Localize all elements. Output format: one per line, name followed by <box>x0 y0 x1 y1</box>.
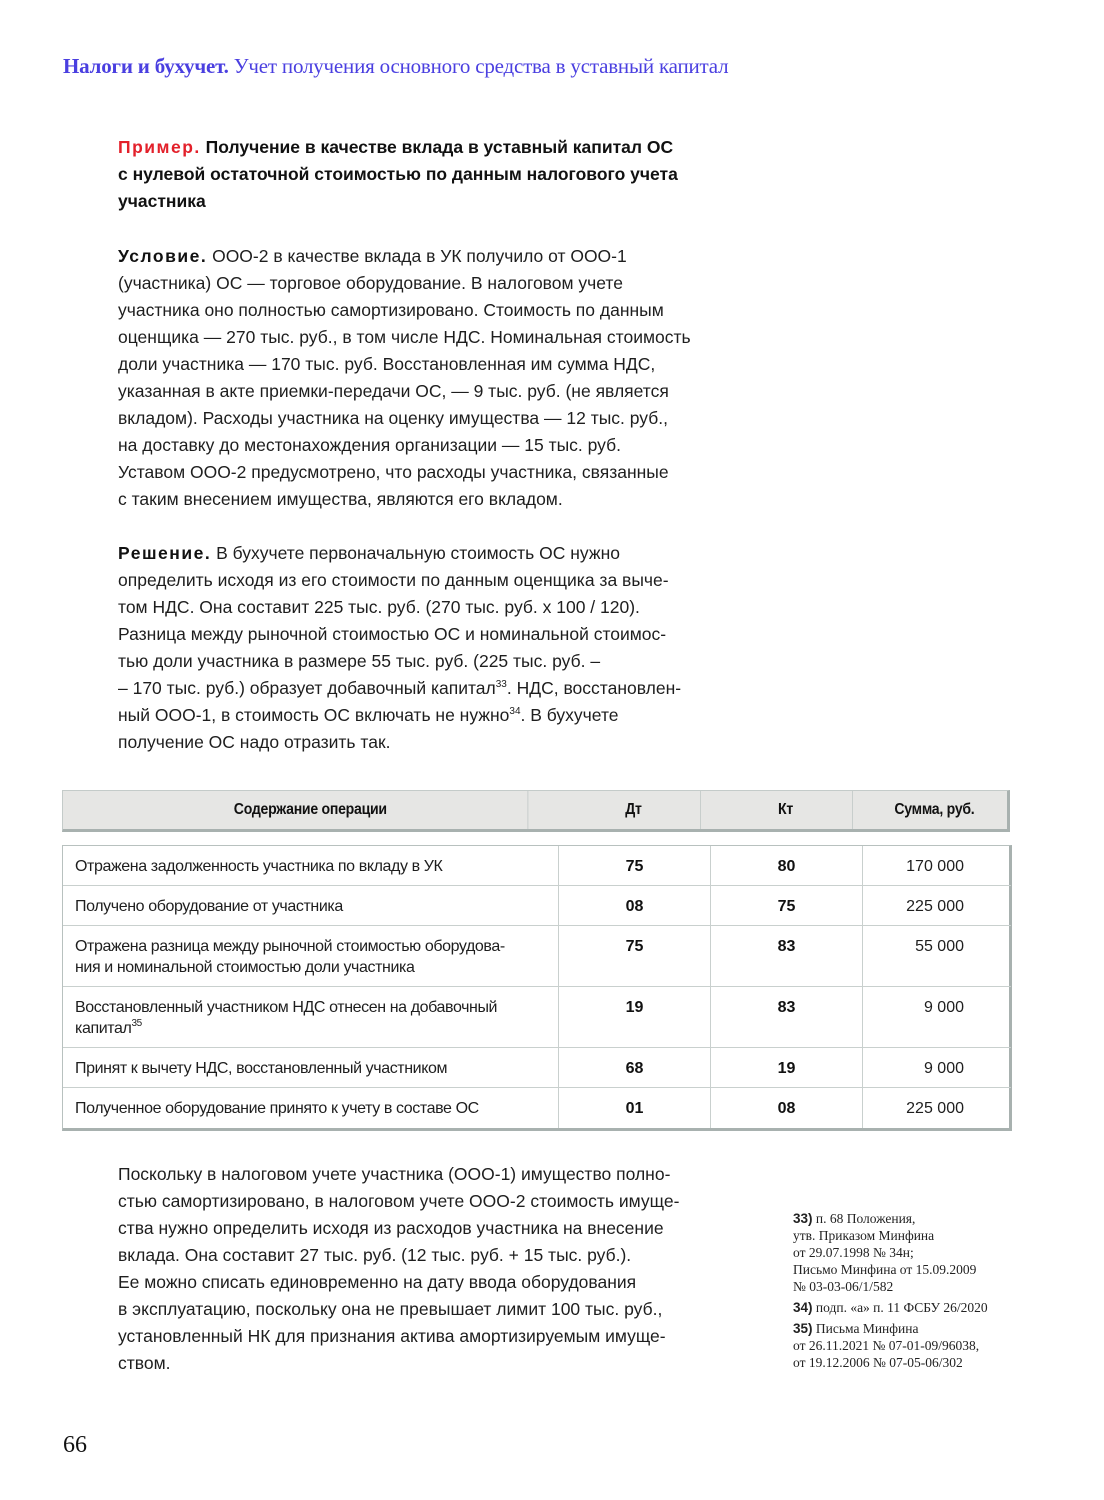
cell-credit: 83 <box>711 926 863 986</box>
cell-debit: 01 <box>559 1088 711 1128</box>
text-line: ством. <box>118 1353 171 1373</box>
cell-debit: 75 <box>559 846 711 885</box>
text-line: ства нужно определить исходя из расходов участника на внесение <box>118 1218 664 1238</box>
text-fragment: . НДС, восстановлен- <box>506 678 682 698</box>
footnote-ref-34[interactable]: 34 <box>509 706 521 717</box>
text-line: Ее можно списать единовременно на дату ввода оборудования <box>118 1272 637 1292</box>
cell-sum: 170 000 <box>906 858 964 875</box>
solution-label: Решение. <box>118 543 212 563</box>
table-row <box>63 886 1011 926</box>
header-debit <box>568 791 702 829</box>
page-number: 66 <box>63 1432 87 1458</box>
text-fragment: – 170 тыс. руб.) образует добавочный капитал <box>118 678 496 698</box>
cell-sum: 225 000 <box>906 1100 964 1117</box>
footnote-text: утв. Приказом Минфина <box>793 1228 935 1243</box>
cell-operation <box>63 886 559 925</box>
header-label: Содержание операции <box>233 801 387 818</box>
cell-debit: 19 <box>559 987 711 1047</box>
cell-credit: 83 <box>711 987 863 1047</box>
text-line: вклада. Она составит 27 тыс. руб. (12 тыс. руб. + 15 тыс. руб.). <box>118 1245 632 1265</box>
cell-sum: 9 000 <box>923 999 964 1016</box>
footnote-text: от 19.12.2006 № 07-05-06/302 <box>793 1355 963 1370</box>
text-line: участника оно полностью самортизировано. Стоимость по данным <box>118 300 664 320</box>
text-line: получение ОС надо отразить так. <box>118 732 391 752</box>
header-sum <box>871 791 998 829</box>
footnote-text: п. 68 Положения, <box>812 1211 916 1226</box>
cell-text: ния и номинальной стоимостью доли участника <box>75 959 415 976</box>
cell-sum: 55 000 <box>915 938 964 955</box>
text-line: указанная в акте приемки-передачи ОС, — 9 тыс. руб. (не является <box>118 381 669 401</box>
footnote-number: 35) <box>793 1321 813 1336</box>
text-line: стью самортизировано, в налоговом учете ООО-2 стоимость имуще- <box>118 1191 680 1211</box>
text-line: оценщика — 270 тыс. руб., в том числе НДС. Номинальная стоимость <box>118 327 691 347</box>
header-operation <box>93 791 529 829</box>
header-label: Дт <box>625 801 643 818</box>
footnotes <box>793 1210 1053 1375</box>
text-line: В бухучете первоначальную стоимость ОС нужно <box>211 543 620 563</box>
cell-debit: 08 <box>559 886 711 925</box>
header-label: Сумма, руб. <box>894 801 975 818</box>
text-fragment: . В бухучете <box>520 705 619 725</box>
text-line: в эксплуатацию, поскольку она не превышает лимит 100 тыс. руб., <box>118 1299 663 1319</box>
section-name: Налоги и бухучет. <box>63 54 229 78</box>
condition-label: Условие. <box>118 246 208 266</box>
text-line: ООО-2 в качестве вклада в УК получило от ООО-1 <box>207 246 627 266</box>
text-line: Разница между рыночной стоимостью ОС и номинальной стоимос- <box>118 624 667 644</box>
footnote-text: № 03-03-06/1/582 <box>793 1279 894 1294</box>
footnote-34 <box>793 1299 1053 1316</box>
table-row <box>63 987 1011 1048</box>
condition-paragraph <box>118 243 758 513</box>
cell-credit: 75 <box>711 886 863 925</box>
example-title <box>118 134 758 215</box>
text-line: Уставом ООО-2 предусмотрено, что расходы участника, связанные <box>118 462 669 482</box>
text-line: том НДС. Она составит 225 тыс. руб. (270 тыс. руб. x 100 / 120). <box>118 597 640 617</box>
text-line: с таким внесением имущества, являются его вкладом. <box>118 489 563 509</box>
example-label: Пример. <box>118 137 201 157</box>
example-title-line: с нулевой остаточной стоимостью по данным налогового учета <box>118 164 678 184</box>
table-body <box>62 845 1012 1131</box>
text-line: установленный НК для признания актива амортизируемым имуще- <box>118 1326 666 1346</box>
footnote-text: от 26.11.2021 № 07-01-09/96038, <box>793 1338 980 1353</box>
solution-paragraph <box>118 540 758 756</box>
cell-text: Отражена разница между рыночной стоимостью оборудова- <box>75 938 505 955</box>
section-title: Учет получения основного средства в уставный капитал <box>228 54 729 78</box>
text-line: Поскольку в налоговом учете участника (ООО-1) имущество полно- <box>118 1164 671 1184</box>
cell-debit: 75 <box>559 926 711 986</box>
table-row <box>63 1048 1011 1088</box>
text-line: доли участника — 170 тыс. руб. Восстановленная им сумма НДС, <box>118 354 656 374</box>
header-label: Кт <box>778 801 794 818</box>
cell-text: Отражена задолженность участника по вкладу в УК <box>75 858 443 875</box>
footnote-number: 34) <box>793 1300 813 1315</box>
cell-text: Восстановленный участником НДС отнесен на добавочный <box>75 999 498 1016</box>
cell-operation <box>63 1088 559 1128</box>
cell-operation <box>63 926 559 986</box>
footnote-text: от 29.07.1998 № 34н; <box>793 1245 914 1260</box>
text-fragment: ный ООО-1, в стоимость ОС включать не нужно <box>118 705 510 725</box>
cell-text: Полученное оборудование принято к учету в составе ОС <box>75 1100 479 1117</box>
text-line: тью доли участника в размере 55 тыс. руб. (225 тыс. руб. – <box>118 651 601 671</box>
running-head <box>63 54 728 79</box>
cell-operation <box>63 1048 559 1087</box>
table-header <box>62 790 1010 832</box>
table-row <box>63 926 1011 987</box>
cell-credit: 80 <box>711 846 863 885</box>
cell-text: Принят к вычету НДС, восстановленный участником <box>75 1060 448 1077</box>
footnote-35 <box>793 1320 1053 1371</box>
text-line: (участника) ОС — торговое оборудование. В налоговом учете <box>118 273 623 293</box>
header-credit <box>719 791 853 829</box>
example-title-line: Получение в качестве вклада в уставный капитал ОС <box>200 137 674 157</box>
cell-sum: 9 000 <box>923 1060 964 1077</box>
footnote-ref-35[interactable]: 35 <box>131 1018 142 1029</box>
example-title-line: участника <box>118 191 206 211</box>
entries-table <box>62 790 1012 1131</box>
footnote-ref-33[interactable]: 33 <box>495 679 507 690</box>
cell-debit: 68 <box>559 1048 711 1087</box>
text-line: вкладом). Расходы участника на оценку имущества — 12 тыс. руб., <box>118 408 669 428</box>
text-line: на доставку до местонахождения организации — 15 тыс. руб. <box>118 435 622 455</box>
cell-text: капитал <box>75 1020 132 1037</box>
cell-sum: 225 000 <box>906 898 964 915</box>
table-row <box>63 846 1011 886</box>
table-row <box>63 1088 1011 1128</box>
cell-operation <box>63 846 559 885</box>
footnote-text: Письмо Минфина от 15.09.2009 <box>793 1262 977 1277</box>
cell-text: Получено оборудование от участника <box>75 898 343 915</box>
footnote-text: подп. «а» п. 11 ФСБУ 26/2020 <box>812 1300 988 1315</box>
cell-credit: 08 <box>711 1088 863 1128</box>
cell-operation <box>63 987 559 1047</box>
footnote-text: Письма Минфина <box>812 1321 919 1336</box>
after-table-paragraph <box>118 1161 758 1377</box>
cell-credit: 19 <box>711 1048 863 1087</box>
footnote-33 <box>793 1210 1053 1295</box>
text-line: определить исходя из его стоимости по данным оценщика за выче- <box>118 570 669 590</box>
footnote-number: 33) <box>793 1211 813 1226</box>
